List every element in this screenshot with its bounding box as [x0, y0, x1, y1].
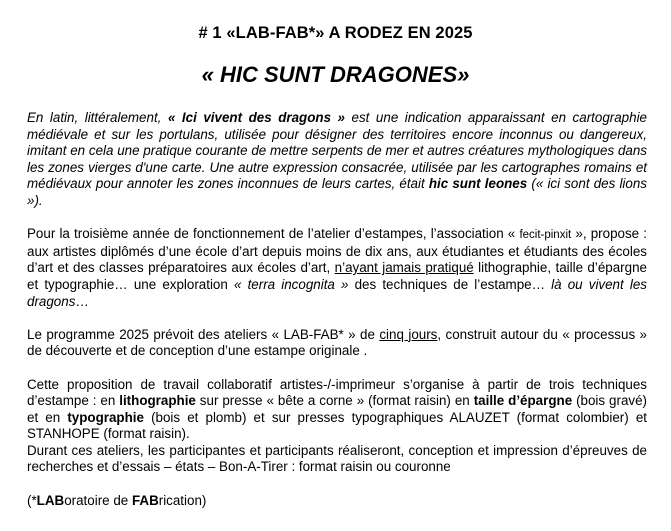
p4-bold-typographie: typographie	[67, 409, 144, 425]
p1-bold-ici-vivent: « Ici vivent des dragons »	[167, 110, 345, 125]
paragraph-durant-ateliers: Durant ces ateliers, les participantes et participants réaliseront, conception et impression d’épreuves de recherches et d’essais – états – Bon-A-Tirer : format raisin ou couronne	[27, 442, 647, 475]
association-name: fecit-pinxit	[519, 229, 572, 242]
p4-text-4: (bois et plomb) et sur presses typographiques ALAUZET (format colombier) et STANHOPE (format raisin).	[27, 409, 647, 442]
p2-text-4: des techniques de l’estampe…	[348, 276, 552, 292]
paragraph-proposition-travail	[27, 377, 647, 443]
page-title: # 1 «LAB-FAB*» A RODEZ EN 2025	[198, 24, 473, 42]
paragraph-hic-sunt-dragones	[27, 110, 647, 210]
p4-text-1: Cette proposition de travail collaboratif artistes-/-imprimeur s’organise à partir de trois techniques d’estampe : en	[27, 376, 647, 409]
p3-text-2: , construit autour du « processus » de découverte et de conception d’une estampe originale .	[27, 326, 648, 359]
footnote-bold-lab: LAB	[36, 492, 65, 508]
p2-text-3: lithographie, taille d’épargne et typographie… une exploration	[27, 260, 647, 292]
p1-bold-hic-sunt-leones: hic sunt leones	[428, 176, 528, 192]
paragraph-programme-2025	[27, 327, 647, 360]
p1-text-1: En latin, littéralement,	[27, 110, 168, 125]
page-subtitle: « HIC SUNT DRAGONES»	[201, 62, 470, 87]
p1-text-3: (« ici sont des lions »).	[27, 176, 647, 208]
p3-text-1: Le programme 2025 prévoit des ateliers « LAB-FAB* » de	[27, 326, 380, 342]
footnote-text-2: oratoire de	[64, 492, 132, 508]
p2-text-1: Pour la troisième année de fonctionnement de l’atelier d’estampes, l’association «	[27, 226, 520, 242]
document-body	[27, 110, 647, 509]
p2-italic-la-ou-vivent: là ou vivent les dragons	[27, 276, 647, 309]
p4-bold-taille-epargne: taille d’épargne	[473, 393, 573, 409]
p2-text-2: », propose : aux artistes diplômés d’une école d’art depuis moins de dix ans, aux étudiantes et étudiants des écoles d’art et des classes préparatoires aux écoles d’art,	[27, 226, 647, 276]
p2-italic-terra-incognita: « terra incognita »	[233, 276, 349, 292]
footnote-text-3: rication)	[158, 492, 207, 508]
footnote-bold-fab: FAB	[131, 492, 159, 508]
p4-text-3: (bois gravé) et en	[27, 393, 648, 425]
p4-bold-lithographie: lithographie	[119, 393, 196, 409]
p2-underline-jamais-pratique: n’ayant jamais pratiqué	[334, 260, 474, 276]
footnote-text-1: (*	[27, 492, 37, 508]
p3-underline-cinq-jours: cinq jours	[379, 326, 438, 342]
paragraph-troisieme-annee	[27, 226, 647, 310]
p2-text-5: …	[75, 293, 89, 309]
footnote-lab-fab	[27, 493, 647, 510]
p4-text-2: sur presse « bête a corne » (format raisin) en	[195, 393, 474, 409]
p1-text-2: est une indication apparaissant en cartographie médiévale et sur les portulans, utilisée pour désigner des territoires encore inconnus ou dangereux, imitant en cela une pratique courante de mettre serpents de mer et autres créatures mythologiques dans les zones vierges d'une carte. Une autre expression consacrée, utilisée par les cartographes romains et médiévaux pour annoter les zones inconnues de leurs cartes, était	[27, 110, 648, 192]
